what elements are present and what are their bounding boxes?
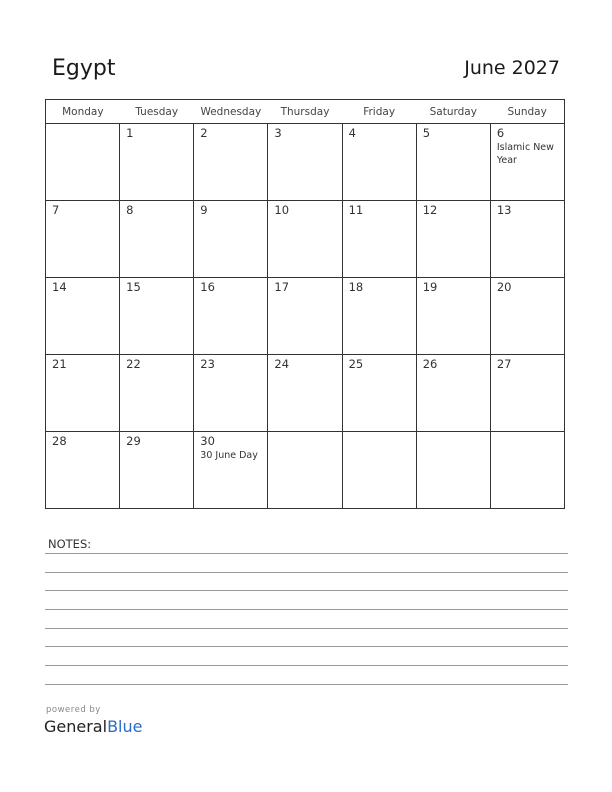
day-number: 14 (52, 280, 67, 294)
day-cell (194, 432, 268, 509)
day-number: 22 (126, 357, 141, 371)
day-number: 6 (496, 126, 505, 140)
day-cell (416, 124, 490, 201)
day-cell (120, 124, 194, 201)
day-cell (268, 432, 342, 509)
day-cell (194, 201, 268, 278)
day-cell (490, 355, 564, 432)
weekday-wednesday: Wednesday (194, 100, 268, 124)
day-number: 15 (126, 280, 141, 294)
weekday-thursday: Thursday (268, 100, 342, 124)
day-number: 9 (200, 203, 208, 217)
day-number: 28 (52, 434, 67, 448)
week-row (46, 124, 565, 201)
day-cell (120, 355, 194, 432)
day-number: 26 (422, 357, 438, 371)
weekday-sunday: Sunday (490, 100, 564, 124)
notes-line (45, 684, 568, 685)
day-cell (120, 278, 194, 355)
day-cell (490, 278, 564, 355)
weekday-saturday: Saturday (416, 100, 490, 124)
notes-line (45, 572, 568, 573)
day-number: 4 (348, 126, 356, 140)
day-cell (490, 124, 564, 201)
notes-line (45, 553, 568, 554)
day-cell (416, 432, 490, 509)
day-cell (46, 355, 120, 432)
day-number: 24 (274, 357, 290, 371)
day-cell (46, 432, 120, 509)
day-number: 18 (348, 280, 364, 294)
day-cell (268, 278, 342, 355)
day-number: 1 (126, 126, 134, 140)
notes-line (45, 646, 568, 647)
notes-line (45, 628, 568, 629)
brand-logo (44, 717, 142, 736)
weekday-monday: Monday (46, 100, 120, 124)
day-cell (194, 124, 268, 201)
day-cell (416, 278, 490, 355)
day-number: 2 (200, 126, 208, 140)
day-number: 19 (422, 280, 438, 294)
day-number: 23 (200, 357, 215, 371)
day-cell (46, 201, 120, 278)
day-number: 7 (52, 203, 60, 217)
day-number: 30 (200, 434, 215, 448)
notes-label: NOTES: (48, 537, 92, 551)
holiday-label: 30 June Day (200, 450, 258, 461)
day-cell (120, 432, 194, 509)
day-cell (46, 278, 120, 355)
day-cell (120, 201, 194, 278)
week-row (46, 201, 565, 278)
day-cell (490, 432, 564, 509)
day-number: 20 (496, 280, 512, 294)
day-cell (342, 355, 416, 432)
day-number: 29 (126, 434, 141, 448)
day-cell (416, 201, 490, 278)
brand-general: General (44, 717, 108, 736)
weekday-friday: Friday (342, 100, 416, 124)
day-number: 27 (496, 357, 512, 371)
weekday-header-row (46, 100, 565, 124)
holiday-label: Islamic New Year (496, 142, 554, 166)
powered-by-text: powered by (46, 705, 101, 715)
day-number: 13 (496, 203, 512, 217)
day-cell (490, 201, 564, 278)
brand-blue: Blue (107, 717, 143, 736)
calendar-grid (45, 99, 565, 509)
weekday-tuesday: Tuesday (120, 100, 194, 124)
week-row (46, 355, 565, 432)
day-number: 5 (422, 126, 431, 140)
week-row (46, 278, 565, 355)
day-number: 3 (274, 126, 282, 140)
day-cell (194, 355, 268, 432)
day-number: 11 (348, 203, 364, 217)
day-cell (342, 432, 416, 509)
notes-line (45, 609, 568, 610)
day-cell (194, 278, 268, 355)
day-number: 21 (52, 357, 67, 371)
day-cell (416, 355, 490, 432)
month-title: June 2027 (464, 57, 560, 79)
day-number: 8 (126, 203, 134, 217)
day-number: 10 (274, 203, 290, 217)
notes-line (45, 590, 568, 591)
day-cell (342, 201, 416, 278)
day-cell (46, 124, 120, 201)
day-cell (268, 124, 342, 201)
country-title: Egypt (52, 56, 116, 81)
day-number: 17 (274, 280, 290, 294)
day-cell (342, 124, 416, 201)
week-row (46, 432, 565, 509)
day-number: 12 (422, 203, 438, 217)
day-cell (268, 201, 342, 278)
day-cell (268, 355, 342, 432)
day-cell (342, 278, 416, 355)
day-number: 16 (200, 280, 215, 294)
notes-line (45, 665, 568, 666)
day-number: 25 (348, 357, 364, 371)
